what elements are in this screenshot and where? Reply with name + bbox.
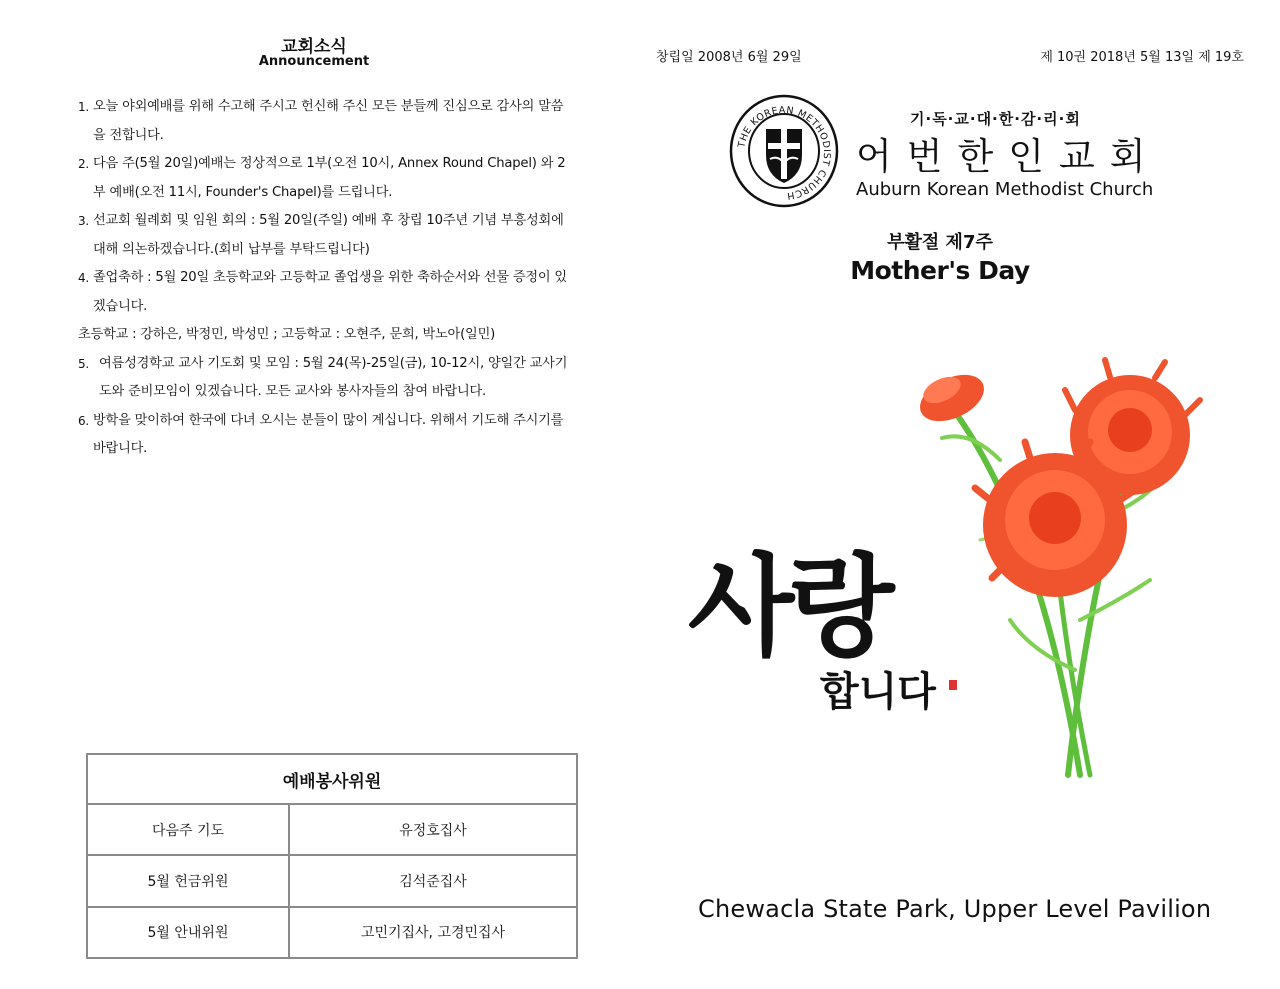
calligraphy-love: 사랑 (688, 542, 889, 671)
church-name-korean: 어번한인교회 (856, 135, 1161, 178)
announcement-subtitle: Announcement (258, 54, 370, 69)
calligraphy-thank: 합니다 (820, 668, 936, 715)
announcement-title: 교회소식 (281, 37, 347, 57)
liturgical-sunday: 부활절 제7주 (887, 232, 993, 253)
carnation-bud-icon (913, 366, 992, 431)
carnation-artwork (680, 320, 1280, 780)
role-cell: 다음주 기도 (87, 804, 289, 855)
role-cell: 5월 헌금위원 (87, 855, 289, 906)
table-row (87, 855, 577, 906)
church-seal-logo (728, 93, 840, 209)
graduates-note: 초등학교 : 강하은, 박정민, 박성민 ; 고등학교 : 오현주, 문희, 박노아(일민) (78, 327, 496, 342)
announcement-item: 3. 선교회 월례회 및 임원 회의 : 5월 20일(주일) 예배 후 창립 10주년 기념 부흥성회에 대해 의논하겠습니다.(회비 납부를 부탁드립니다) (78, 213, 564, 257)
announcement-item: 2. 다음 주(5월 20일)예배는 정상적으로 1부(오전 10시, Annex Round Chapel) 와 2부 예배(오전 11시, Founder's Chapel)를 드립니다. (78, 156, 566, 200)
occasion-title: Mother's Day (850, 256, 1030, 285)
announcement-list (78, 93, 568, 464)
service-committee-table (86, 753, 578, 959)
denomination: 기·독·교·대·한·감·리·회 (910, 110, 1081, 128)
role-cell: 5월 안내위원 (87, 907, 289, 958)
issue-info: 제 10권 2018년 5월 13일 제 19호 (1040, 50, 1244, 65)
name-cell: 고민기집사, 고경민집사 (289, 907, 577, 958)
name-cell: 김석준집사 (289, 855, 577, 906)
announcement-item: 4. 졸업축하 : 5월 20일 초등학교와 고등학교 졸업생을 위한 축하순서와 선물 증정이 있겠습니다. (78, 270, 567, 314)
right-page (640, 0, 1280, 989)
church-name-english: Auburn Korean Methodist Church (856, 179, 1154, 200)
service-location: Chewacla State Park, Upper Level Pavilion (698, 895, 1212, 923)
seal-text: THE KOREAN METHODIST CHURCH (736, 104, 833, 202)
announcement-item: 6. 방학을 맞이하여 한국에 다녀 오시는 분들이 많이 계십니다. 위해서 기도해 주시기를 바랍니다. (78, 412, 564, 456)
service-committee-title: 예배봉사위원 (87, 754, 577, 804)
table-row (87, 804, 577, 855)
table-row (87, 907, 577, 958)
announcement-item: 1. 오늘 야외예배를 위해 수고해 주시고 헌신해 주신 모든 분들께 진심으로 감사의 말씀을 전합니다. (78, 99, 564, 143)
announcement-item: 5. 여름성경학교 교사 기도회 및 모임 : 5월 24(목)-25일(금), 10-12시, 양일간 교사기도와 준비모임이 있겠습니다. 모든 교사와 봉사자들의 참여 바랍니다. (78, 355, 568, 399)
founded-date: 창립일 2008년 6월 29일 (656, 50, 802, 65)
name-cell: 유정호집사 (289, 804, 577, 855)
